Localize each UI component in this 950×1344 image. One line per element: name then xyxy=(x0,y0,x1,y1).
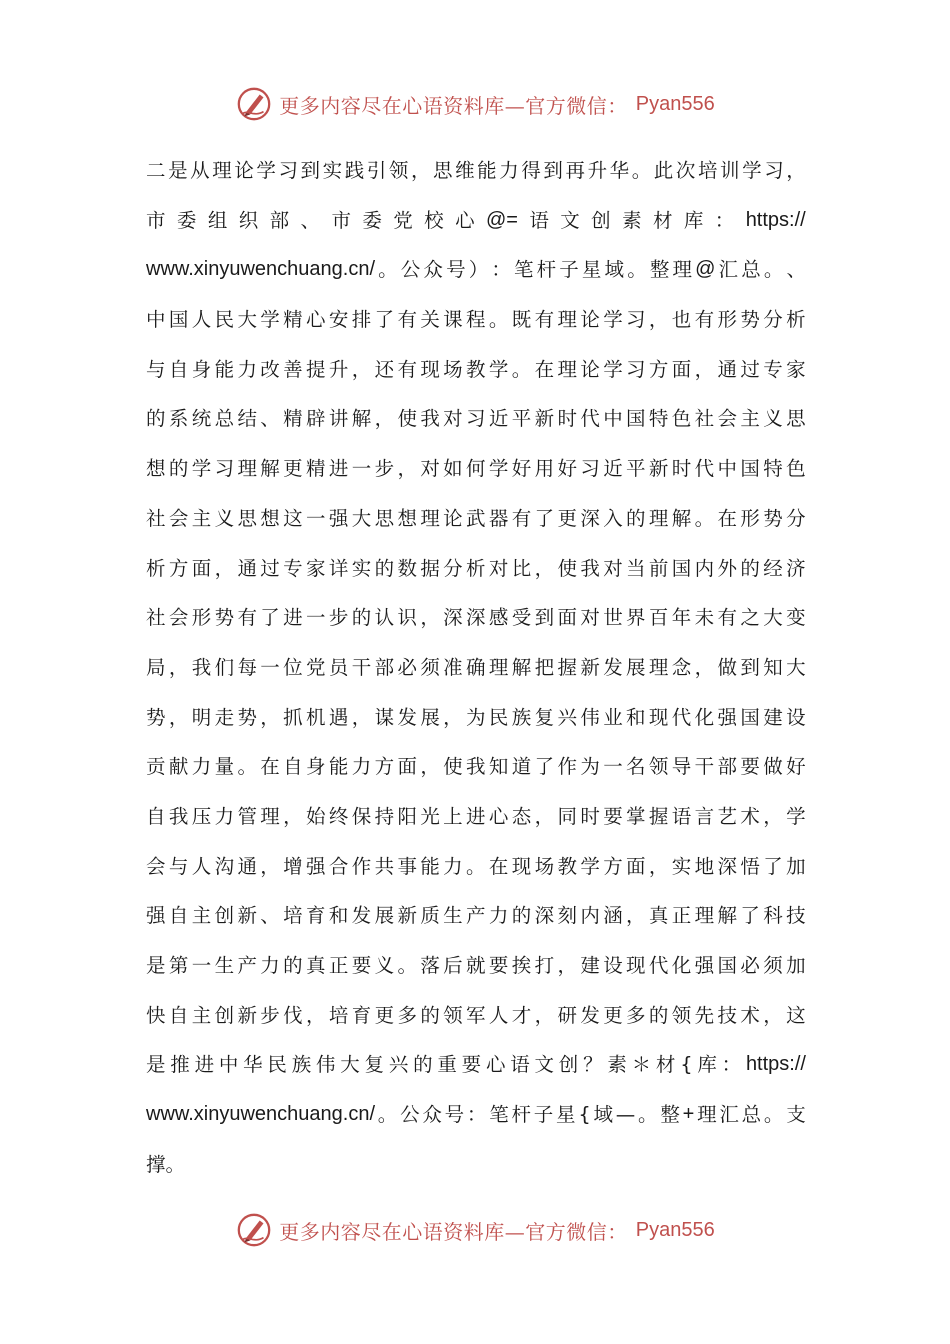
text-line: 贡 献 力 量 。 在 自 身 能 力 方 面 ， 使 我 知 道 了 作 为 一 名 领 导 干 部 要 做 好 xyxy=(146,755,806,779)
text-line: 强 自 主 创 新 、 培 育 和 发 展 新 质 生 产 力 的 深 刻 内 涵 ， 真 正 理 解 了 科 技 xyxy=(146,904,806,928)
pen-logo-icon xyxy=(235,85,273,123)
text-line: 社 会 主 义 思 想 这 一 强 大 思 想 理 论 武 器 有 了 更 深 入 的 理 解 。 在 形 势 分 xyxy=(146,506,806,530)
text-line: 自 我 压 力 管 理 ， 始 终 保 持 阳 光 上 进 心 态 ， 同 时 要 掌 握 语 言 艺 术 ， 学 xyxy=(146,804,806,828)
text-line: www.xinyuwenchuang.cn/ 。 公 众 号 ） ： 笔 杆 子 星 域 。 整 理 @ 汇 总 。 、 xyxy=(146,258,806,282)
banner-wechat-id: Pyan556 xyxy=(635,1218,715,1241)
text-line: 析 方 面 ， 通 过 专 家 详 实 的 数 据 分 析 对 比 ， 使 我 对 当 前 国 内 外 的 经 济 xyxy=(146,556,806,580)
text-line: 是 推 进 中 华 民 族 伟 大 复 兴 的 重 要 心 语 文 创 ？ 素 ＊ 材 { 库 ： https:// xyxy=(146,1053,806,1077)
text-line: 二 是 从 理 论 学 习 到 实 践 引 领 ， 思 维 能 力 得 到 再 升 华 。 此 次 培 训 学 习 ， xyxy=(146,159,806,182)
text-line: 是 第 一 生 产 力 的 真 正 要 义 。 落 后 就 要 挨 打 ， 建 设 现 代 化 强 国 必 须 加 xyxy=(146,954,806,977)
text-line: 局 ， 我 们 每 一 位 党 员 干 部 必 须 准 确 理 解 把 握 新 发 展 理 念 ， 做 到 知 大 xyxy=(146,655,806,679)
header-banner xyxy=(0,82,950,126)
pen-logo-icon xyxy=(235,1211,273,1249)
document-body xyxy=(146,146,806,1189)
text-line: 与 自 身 能 力 改 善 提 升 ， 还 有 现 场 教 学 。 在 理 论 学 习 方 面 ， 通 过 专 家 xyxy=(146,357,806,381)
text-line: 会 与 人 沟 通 ， 增 强 合 作 共 事 能 力 。 在 现 场 教 学 方 面 ， 实 地 深 悟 了 加 xyxy=(146,854,806,878)
text-line: 市 委 组 织 部 、 市 委 党 校 心 @= 语 文 创 素 材 库 ： https:// xyxy=(146,208,806,232)
text-line: 社 会 形 势 有 了 进 一 步 的 认 识 ， 深 深 感 受 到 面 对 世 界 百 年 未 有 之 大 变 xyxy=(146,606,806,630)
text-line: 势 ， 明 走 势 ， 抓 机 遇 ， 谋 发 展 ， 为 民 族 复 兴 伟 业 和 现 代 化 强 国 建 设 xyxy=(146,705,806,729)
text-line: www.xinyuwenchuang.cn/ 。 公 众 号 ： 笔 杆 子 星 { 域 — 。 整 + 理 汇 总 。 支 xyxy=(146,1103,806,1127)
text-line: 想 的 学 习 理 解 更 精 进 一 步 ， 对 如 何 学 好 用 好 习 近 平 新 时 代 中 国 特 色 xyxy=(146,457,806,481)
banner-content xyxy=(235,85,714,123)
text-line: 的 系 统 总 结 、 精 辟 讲 解 ， 使 我 对 习 近 平 新 时 代 中 国 特 色 社 会 主 义 思 xyxy=(146,407,806,431)
footer-banner xyxy=(0,1208,950,1252)
banner-wechat-id: Pyan556 xyxy=(635,92,715,115)
text-line: 快 自 主 创 新 步 伐 ， 培 育 更 多 的 领 军 人 才 ， 研 发 更 多 的 领 先 技 术 ， 这 xyxy=(146,1003,806,1027)
banner-text: 更多内容尽在心语资料库—官方微信： xyxy=(279,1219,628,1244)
banner-text: 更多内容尽在心语资料库—官方微信： xyxy=(279,93,628,118)
text-line: 撑 。 xyxy=(146,1152,186,1176)
banner-content xyxy=(235,1211,714,1249)
text-line: 中 国 人 民 大 学 精 心 安 排 了 有 关 课 程 。 既 有 理 论 学 习 ， 也 有 形 势 分 析 xyxy=(146,308,806,332)
